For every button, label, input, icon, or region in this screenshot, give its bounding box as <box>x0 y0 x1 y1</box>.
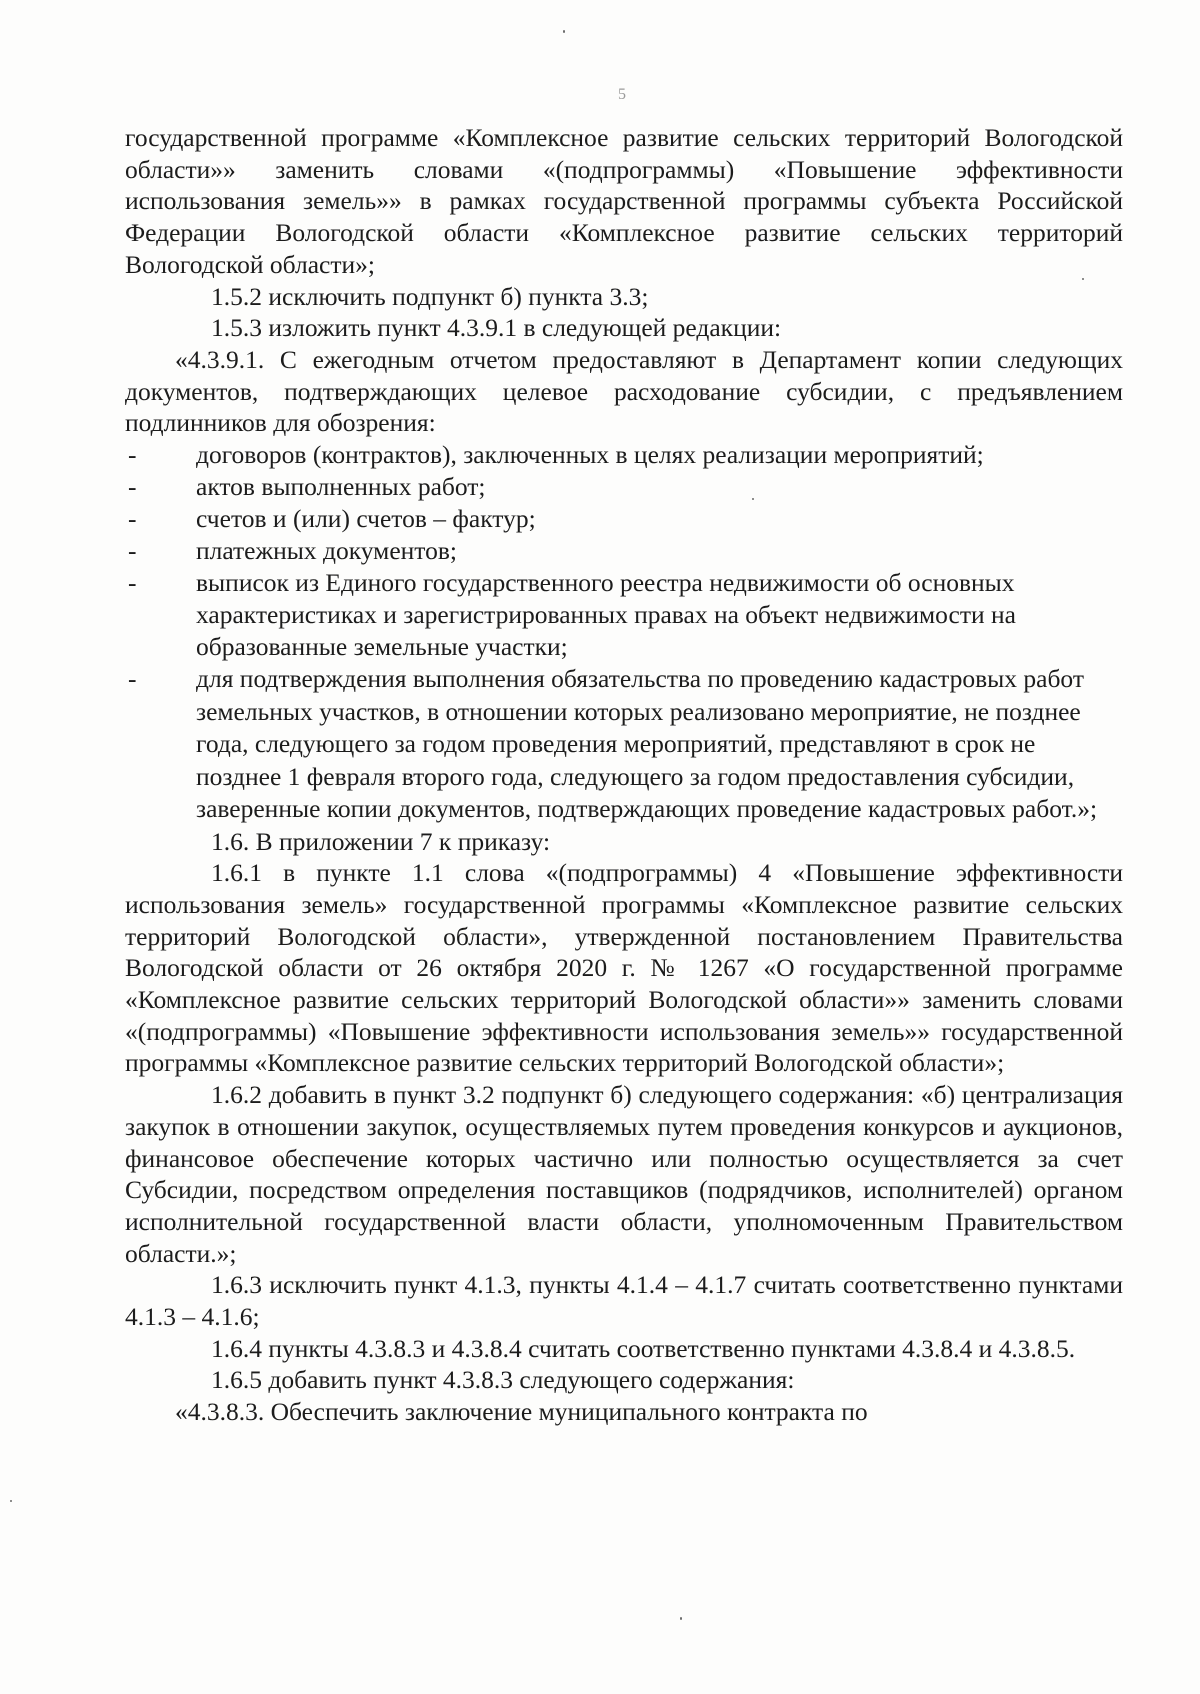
list-item <box>128 567 1123 663</box>
list-item <box>128 439 1123 471</box>
paragraph-4-3-8-3: «4.3.8.3. Обеспечить заключение муниципального контракта по <box>175 1397 868 1427</box>
list-item-text: выписок из Единого государственного реестра недвижимости об основных характеристиках и зарегистрированных правах на объект недвижимости на образованные земельные участки; <box>196 568 1016 662</box>
list-dash: - <box>128 440 137 470</box>
paragraph-1-6-5: 1.6.5 добавить пункт 4.3.8.3 следующего содержания: <box>211 1365 795 1395</box>
list-dash: - <box>128 664 137 694</box>
list-dash: - <box>128 536 137 566</box>
paragraph-continuation: государственной программе «Комплексное развитие сельских территорий Вологодской области»» заменить словами «(подпрограммы) «Повышение эффективности использования земель»» в рамках государственной программы субъекта Российской Федерации Вологодской области «Комплексное развитие сельских территорий Вологодской области»; <box>125 123 1123 279</box>
list-item-text: договоров (контрактов), заключенных в целях реализации мероприятий; <box>196 440 984 470</box>
paragraph-1-6-1: 1.6.1 в пункте 1.1 слова «(подпрограммы) 4 «Повышение эффективности использования земель» государственной программы «Комплексное развитие сельских территорий Вологодской области», утвержденной постановлением Правительства Вологодской области от 26 октября 2020 г. № 1267 «О государственной программе «Комплексное развитие сельских территорий Вологодской области»» заменить словами «(подпрограммы) «Повышение эффективности использования земель»» государственной программы «Комплексное развитие сельских территорий Вологодской области»; <box>125 858 1123 1078</box>
paragraph-1-5-3: 1.5.3 изложить пункт 4.3.9.1 в следующей редакции: <box>211 313 782 343</box>
paragraph-4-3-9-1: «4.3.9.1. С ежегодным отчетом предоставляют в Департамент копии следующих документов, подтверждающих целевое расходование субсидии, с предъявлением подлинников для обозрения: <box>125 344 1123 438</box>
list-item <box>128 503 1123 535</box>
paragraph-1-6-2: 1.6.2 добавить в пункт 3.2 подпункт б) следующего содержания: «б) централизация закупок в отношении закупок, осуществляемых путем проведения конкурсов и аукционов, финансовое обеспечение которых частично или полностью осуществляется за счет Субсидии, посредством определения поставщиков (подрядчиков, исполнителей) органом исполнительной государственной власти области, уполномоченным Правительством области.»; <box>125 1080 1123 1268</box>
list-dash: - <box>128 568 137 598</box>
list-dash: - <box>128 504 137 534</box>
list-item-text: для подтверждения выполнения обязательства по проведению кадастровых работ земельных участков, в отношении которых реализовано мероприятие, не позднее года, следующего за годом проведения мероприятий, представляют в срок не позднее 1 февраля второго года, следующего за годом предоставления субсидии, заверенные копии документов, подтверждающих проведение кадастровых работ.»; <box>196 664 1098 824</box>
paragraph-1-6-4: 1.6.4 пункты 4.3.8.3 и 4.3.8.4 считать соответственно пунктами 4.3.8.4 и 4.3.8.5. <box>211 1333 1076 1363</box>
page-number: 5 <box>618 86 626 103</box>
scan-speck <box>10 1500 12 1502</box>
list-dash: - <box>128 472 137 502</box>
document-body <box>125 122 1123 1428</box>
list-item-text: актов выполненных работ; <box>196 472 486 502</box>
list-item-text: счетов и (или) счетов – фактур; <box>196 504 536 534</box>
scan-speck <box>680 1617 682 1620</box>
document-list <box>125 439 1123 826</box>
list-item-text: платежных документов; <box>196 536 457 566</box>
paragraph-1-6-3: 1.6.3 исключить пункт 4.1.3, пункты 4.1.4 – 4.1.7 считать соответственно пунктами 4.1.3 – 4.1.6; <box>125 1270 1123 1332</box>
paragraph-1-6: 1.6. В приложении 7 к приказу: <box>211 826 551 856</box>
list-item <box>128 535 1123 567</box>
list-item <box>128 663 1123 826</box>
scan-speck <box>563 30 565 33</box>
list-item <box>128 471 1123 503</box>
paragraph-1-5-2: 1.5.2 исключить подпункт б) пункта 3.3; <box>211 281 649 311</box>
